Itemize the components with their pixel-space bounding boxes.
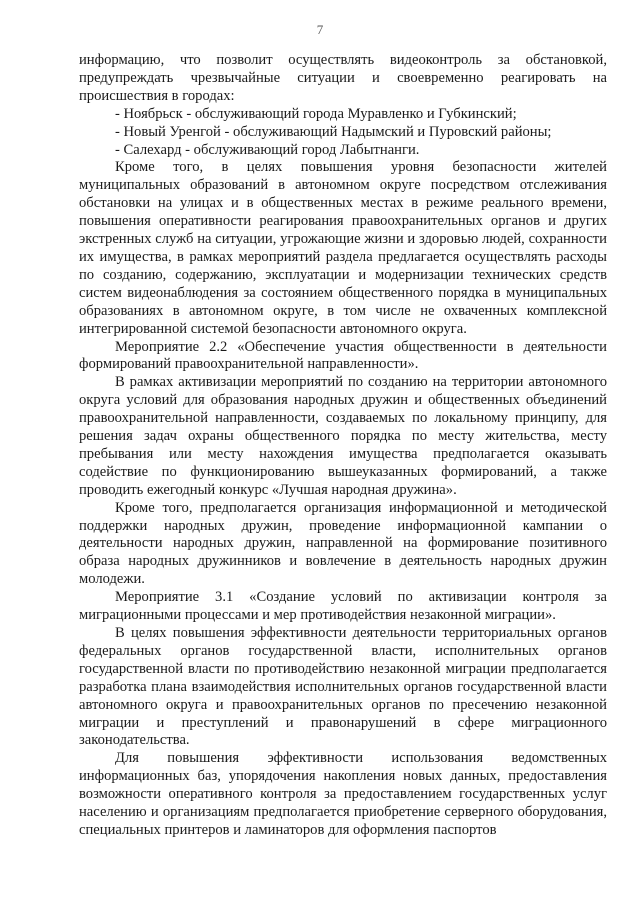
list-item-novy-urengoy: - Новый Уренгой - обслуживающий Надымский и Пуровский районы; <box>115 123 552 140</box>
paragraph-people-patrols: В рамках активизации мероприятий по созданию на территории автономного округа условий для образования народных дружин и общественных объединений правоохранительной направленности, создаваемых по локальному принципу, для решения задач охраны общественного порядка по месту жительства, месту пребывания или месту нахождения имущества предполагается оказывать содействие по функционированию вышеуказанных формирований, а также проводить ежегодный конкурс «Лучшая народная дружина». <box>79 374 607 498</box>
list-item-noyabrsk: - Ноябрьск - обслуживающий города Муравленко и Губкинский; <box>115 105 517 122</box>
paragraph-measure-2-2-title: Мероприятие 2.2 «Обеспечение участия общественности в деятельности формирований правоохранительной направленности». <box>79 338 607 373</box>
paragraph-information-bases: Для повышения эффективности использования ведомственных информационных баз, упорядочения накопления новых данных, предоставления возможности оперативного контроля за предоставлением государственных услуг населению и организациям предполагается приобретение серверного оборудования, специальных принтеров и ламинаторов для оформления паспортов <box>79 750 607 838</box>
list-item-salekhard: - Салехард - обслуживающий город Лабытнанги. <box>115 141 420 158</box>
document-body <box>79 52 607 840</box>
paragraph-migration-control: В целях повышения эффективности деятельности территориальных органов федеральных органов государственной власти, исполнительных органов государственной власти по противодействию незаконной миграции предполагается разработка плана взаимодействия исполнительных органов государственной власти автономного округа и правоохранительных органов по пресечению незаконной миграции и преступлений и правонарушений в сфере миграционного законодательства. <box>79 625 607 749</box>
paragraph-video-surveillance: Кроме того, в целях повышения уровня безопасности жителей муниципальных образований в автономном округе посредством отслеживания обстановки на улицах и в общественных местах в режиме реального времени, повышения оперативности реагирования правоохранительных органов и других экстренных служб на ситуации, угрожающие жизни и здоровью людей, сохранности их имущества, в рамках мероприятий раздела предлагается осуществлять расходы по созданию, содержанию, эксплуатации и модернизации технических средств систем видеонаблюдения за состоянием общественного порядка в муниципальных образованиях в автономном округе, в том числе не охваченных комплексной интегрированной системой безопасности автономного округа. <box>79 159 607 337</box>
page-number: 7 <box>316 22 324 37</box>
paragraph-information-support: Кроме того, предполагается организация информационной и методической поддержки народных дружин, проведение информационной кампании о деятельности народных дружин, направленной на формирование позитивного образа народных дружинников и вовлечение в деятельность народных дружин молодежи. <box>79 499 607 588</box>
paragraph-continuation: информацию, что позволит осуществлять видеоконтроль за обстановкой, предупреждать чрезвычайные ситуации и своевременно реагировать на происшествия в городах: <box>79 52 607 104</box>
paragraph-measure-3-1-title: Мероприятие 3.1 «Создание условий по активизации контроля за миграционными процессами и мер противодействия незаконной миграции». <box>79 589 607 624</box>
